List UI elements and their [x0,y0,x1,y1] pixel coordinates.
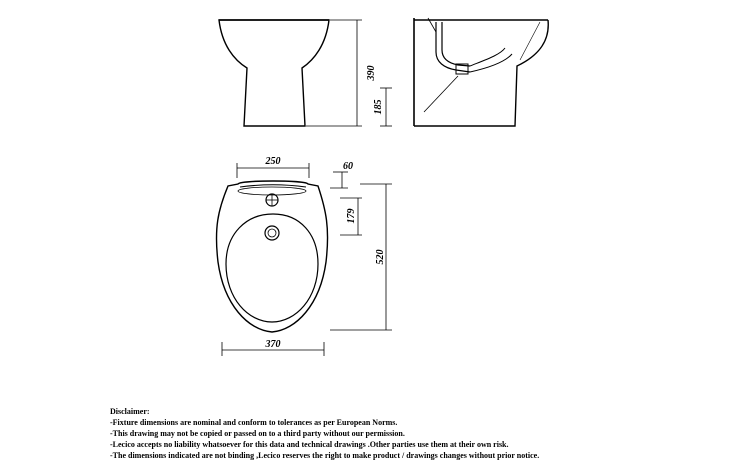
dimension-60 [330,161,353,188]
dimension-250 [237,156,309,178]
top-view [216,181,327,332]
dim-390-label: 390 [366,65,377,81]
dimension-179 [340,198,362,235]
dim-250-label: 250 [265,156,281,167]
disclaimer [110,406,730,461]
dimension-370 [222,339,324,356]
tap-hole [266,194,278,206]
disclaimer-line: -This drawing may not be copied or passed on to a third party without our permission. [110,429,405,438]
disclaimer-line: -The dimensions indicated are not binding ,Lecico reserves the right to make product / drawings changes without prior notice. [110,451,540,460]
dim-185-label: 185 [373,99,384,115]
disclaimer-line: -Fixture dimensions are nominal and conform to tolerances as per European Norms. [110,418,398,427]
dimension-185 [373,88,392,126]
dim-179-label: 179 [346,208,357,224]
dim-60-label: 60 [343,161,353,172]
disclaimer-line: -Lecico accepts no liability whatsoever for this data and technical drawings .Other parties use them at their own risk. [110,440,509,449]
side-view [414,18,548,126]
dimension-390 [306,20,377,126]
front-view [219,20,329,126]
dimension-520 [330,184,392,330]
disclaimer-title: Disclaimer: [110,407,150,416]
dim-520-label: 520 [375,249,386,265]
dim-370-label: 370 [265,339,281,350]
drain [265,226,279,240]
